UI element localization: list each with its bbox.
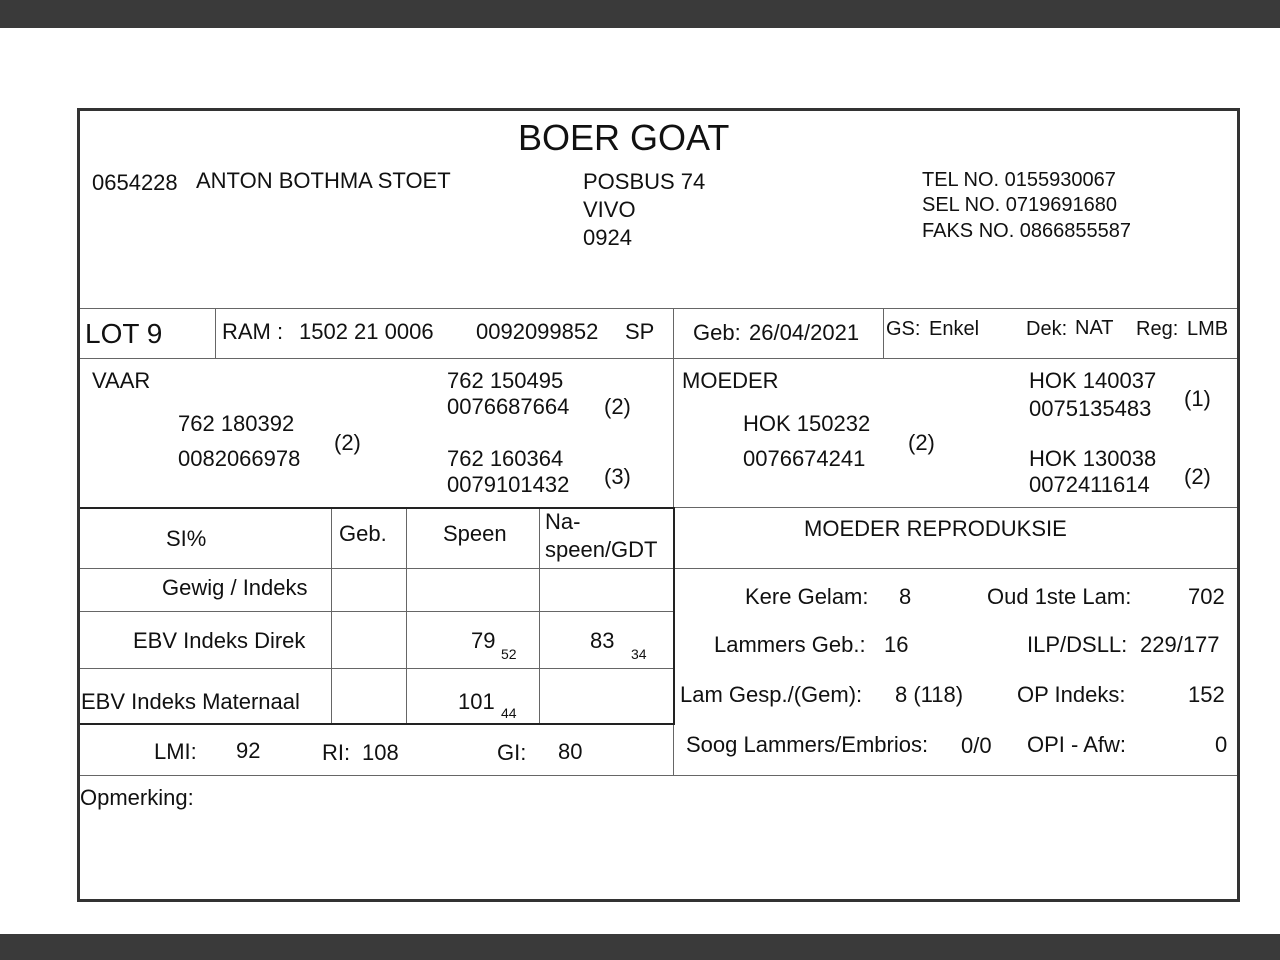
sire-sire-number: 762 150495 xyxy=(447,368,564,393)
lam-value: 8 (118) xyxy=(895,682,964,707)
page-title: BOER GOAT xyxy=(518,117,730,158)
sire-id: 0082066978 xyxy=(178,446,301,471)
divider xyxy=(80,308,1237,309)
divider xyxy=(539,509,540,723)
dam-dam-grade: (2) xyxy=(1184,464,1211,489)
gs-label: GS: xyxy=(886,318,921,340)
row-label: EBV Indeks Direk xyxy=(133,628,306,653)
dek-label: Dek: xyxy=(1026,318,1068,340)
kere-label: Kere Gelam: xyxy=(745,584,869,609)
breeder-name: ANTON BOTHMA STOET xyxy=(196,168,451,193)
lammers-value: 16 xyxy=(884,632,909,657)
dam-sire-id: 0075135483 xyxy=(1029,396,1152,421)
opi-value: 0 xyxy=(1215,732,1228,757)
sire-dam-grade: (3) xyxy=(604,464,631,489)
weaning-subvalue: 44 xyxy=(501,705,517,721)
tel-number: TEL NO. 0155930067 xyxy=(922,169,1116,191)
fax-number: FAKS NO. 0866855587 xyxy=(922,220,1132,242)
border-bottom xyxy=(77,899,1240,902)
weaning-subvalue: 52 xyxy=(501,646,517,662)
dam-sire-grade: (1) xyxy=(1184,386,1211,411)
column-header: Geb. xyxy=(339,521,387,546)
lmi-value: 92 xyxy=(236,738,261,763)
dam-dam-number: HOK 130038 xyxy=(1029,446,1157,471)
cell-number: SEL NO. 0719691680 xyxy=(922,194,1117,216)
sire-number: 762 180392 xyxy=(178,411,295,436)
gi-label: GI: xyxy=(497,740,527,765)
lot-label: LOT 9 xyxy=(85,318,163,349)
divider xyxy=(80,568,1237,569)
dam-dam-id: 0072411614 xyxy=(1029,472,1150,497)
dam-heading: MOEDER xyxy=(682,368,779,393)
address-line: VIVO xyxy=(583,197,636,222)
ilp-label: ILP/DSLL: xyxy=(1027,632,1128,657)
ilp-value: 229/177 xyxy=(1140,632,1220,657)
reg-label: Reg: xyxy=(1136,318,1179,340)
bottom-bar xyxy=(0,934,1280,960)
divider xyxy=(80,668,673,669)
dam-id: 0076674241 xyxy=(743,446,866,471)
op-label: OP Indeks: xyxy=(1017,682,1126,707)
gs-value: Enkel xyxy=(929,318,980,340)
post-weaning-subvalue: 34 xyxy=(631,646,647,662)
ri-label: RI: xyxy=(322,740,351,765)
birth-date: 26/04/2021 xyxy=(749,320,860,345)
divider xyxy=(215,308,216,359)
address-line: 0924 xyxy=(583,225,632,250)
divider xyxy=(406,509,407,723)
column-header: SI% xyxy=(166,526,207,551)
breeder-code: 0654228 xyxy=(92,170,178,195)
ram-number: 1502 21 0006 xyxy=(299,319,434,344)
row-label: Gewig / Indeks xyxy=(162,575,308,600)
weaning-value: 101 xyxy=(458,689,495,714)
kere-value: 8 xyxy=(899,584,912,609)
divider xyxy=(675,507,1237,508)
border-left xyxy=(77,108,80,902)
dam-grade: (2) xyxy=(908,430,935,455)
reg-value: LMB xyxy=(1187,318,1229,340)
divider xyxy=(80,723,675,725)
oud-value: 702 xyxy=(1188,584,1225,609)
sire-sire-grade: (2) xyxy=(604,394,631,419)
lmi-label: LMI: xyxy=(154,739,197,764)
weaning-value: 79 xyxy=(471,628,496,653)
divider xyxy=(80,775,1237,776)
row-label: EBV Indeks Maternaal xyxy=(81,689,300,714)
sire-dam-id: 0079101432 xyxy=(447,472,570,497)
ram-grade: SP xyxy=(625,319,655,344)
sire-dam-number: 762 160364 xyxy=(447,446,564,471)
post-weaning-value: 83 xyxy=(590,628,615,653)
column-header: Na- xyxy=(545,509,581,534)
soog-label: Soog Lammers/Embrios: xyxy=(686,732,929,757)
sire-sire-id: 0076687664 xyxy=(447,394,570,419)
ri-value: 108 xyxy=(362,740,399,765)
sire-heading: VAAR xyxy=(92,368,151,393)
border-top xyxy=(77,108,1240,111)
divider xyxy=(80,507,675,509)
lammers-label: Lammers Geb.: xyxy=(714,632,866,657)
gi-value: 80 xyxy=(558,739,583,764)
column-header: Speen xyxy=(443,521,507,546)
border-right xyxy=(1237,108,1240,902)
oud-label: Oud 1ste Lam: xyxy=(987,584,1132,609)
birth-label: Geb: xyxy=(693,320,741,345)
lam-label: Lam Gesp./(Gem): xyxy=(680,682,863,707)
soog-value: 0/0 xyxy=(961,733,992,758)
remarks-label: Opmerking: xyxy=(80,785,194,810)
section-title: MOEDER REPRODUKSIE xyxy=(804,516,1067,541)
sire-grade: (2) xyxy=(334,430,361,455)
dek-value: NAT xyxy=(1075,317,1114,339)
column-header: speen/GDT xyxy=(545,537,658,562)
top-bar xyxy=(0,0,1280,28)
opi-label: OPI - Afw: xyxy=(1027,732,1127,757)
address-line: POSBUS 74 xyxy=(583,169,706,194)
divider xyxy=(331,509,332,723)
divider xyxy=(80,611,673,612)
divider xyxy=(673,507,675,725)
dam-sire-number: HOK 140037 xyxy=(1029,368,1157,393)
ram-label: RAM : xyxy=(222,319,284,344)
dam-number: HOK 150232 xyxy=(743,411,871,436)
divider xyxy=(80,358,1237,359)
ram-id: 0092099852 xyxy=(476,319,599,344)
divider xyxy=(883,308,884,359)
op-value: 152 xyxy=(1188,682,1225,707)
